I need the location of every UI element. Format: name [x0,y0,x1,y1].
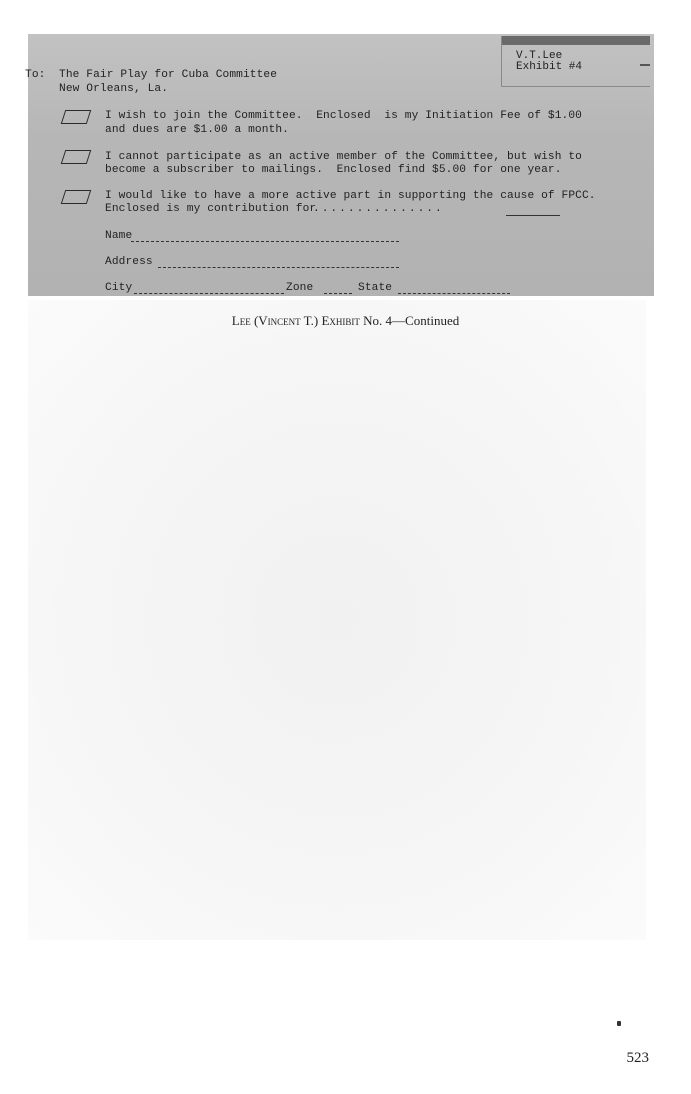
contribution-amount-field[interactable] [506,215,560,216]
option-contribute-line1: I would like to have a more active part in supporting the cause of FPCC. [105,190,596,202]
contribution-leader-dots: ............... [313,203,444,215]
caption-lee: Lee [231,313,251,328]
exhibit-caption [0,313,691,329]
exhibit-mark [640,64,650,66]
exhibit-tape-strip [502,36,650,45]
exhibit-stamp [501,36,650,87]
form-photo [25,34,654,296]
ink-speck [617,1021,621,1026]
page-number: 523 [626,1050,649,1066]
state-field[interactable] [398,293,510,294]
address-label: Address [105,256,153,268]
option-join-line1: I wish to join the Committee. Enclosed is my Initiation Fee of $1.00 [105,110,582,122]
subscribe-checkbox[interactable] [61,150,92,164]
caption-exhibit: Exhibit [321,313,360,328]
name-label: Name [105,230,133,242]
contribute-checkbox[interactable] [61,190,92,204]
city-label: City [105,282,133,294]
zone-field[interactable] [324,293,352,294]
to-label: To: [25,69,46,81]
option-contribute-line2: Enclosed is my contribution for [105,203,317,215]
addressee-city: New Orleans, La. [59,83,169,95]
state-label: State [358,282,393,294]
zone-label: Zone [286,282,314,294]
addressee-name: The Fair Play for Cuba Committee [59,69,278,81]
address-field[interactable] [158,267,399,268]
option-join-line2: and dues are $1.00 a month. [105,124,289,136]
name-field[interactable] [131,241,399,242]
option-subscribe-line1: I cannot participate as an active member of the Committee, but wish to [105,151,582,163]
join-checkbox[interactable] [61,110,92,124]
caption-number: No. 4—Continued [363,313,460,328]
option-subscribe-line2: become a subscriber to mailings. Enclosed find $5.00 for one year. [105,164,562,176]
faded-blank-area [28,300,646,940]
exhibit-label [516,51,582,73]
exhibit-label-line1: V.T.Lee [516,50,563,62]
caption-vincent: (Vincent T.) [253,313,319,328]
exhibit-label-line2: Exhibit #4 [516,61,583,73]
city-field[interactable] [134,293,284,294]
